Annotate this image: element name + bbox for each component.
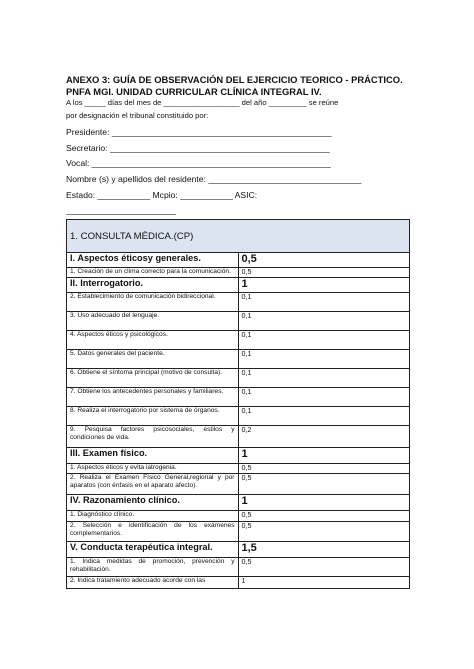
item-label: 1. Diagnóstico clínico. [67,511,239,522]
vocal-field: Vocal: __________________________________________________ [66,158,331,168]
item-score: 0,1 [238,331,410,350]
item-row [67,293,410,312]
section-label: I. Aspectos éticosy generales. [67,253,239,268]
item-row [67,312,410,331]
section-score: 1,5 [238,542,410,558]
item-label: 1. Aspectos éticos y evita iatrogenia. [67,464,239,474]
item-score: 0,1 [238,388,410,407]
item-score: 0,5 [238,474,410,495]
item-row [67,369,410,388]
item-score: 0,1 [238,407,410,426]
section-score: 0,5 [238,253,410,268]
secretario-field: Secretario: ______________________________________________ [66,143,330,153]
item-row [67,577,410,589]
item-row [67,522,410,542]
tribunal-intro-line: por designación el tribunal constituido por: [66,111,209,120]
section-row [67,542,410,558]
item-label: 6. Obtiene el síntoma principal (motivo de consulta). [67,369,239,388]
item-row [67,268,410,278]
residente-field: Nombre (s) y apellidos del residente: ________________________________ [66,174,362,184]
item-row [67,464,410,474]
item-label: 2. Indica tratamiento adecuado acorde con las [67,577,239,589]
item-label: 1. Indica medidas de promoción, prevención y rehabilitación. [67,558,239,577]
section-score: 1 [238,448,410,464]
section-label: IV. Razonamiento clínico. [67,495,239,511]
item-label: 2. Establecimiento de comunicación bidireccional. [67,293,239,312]
item-score: 0,1 [238,350,410,369]
item-label: 1. Creación de un clima correcto para la comunicación. [67,268,239,278]
item-score: 0,1 [238,312,410,331]
item-label: 2. Selección e identificación de los exámenes complementarios. [67,522,239,542]
item-score: 0,5 [238,511,410,522]
item-score: 0,5 [238,464,410,474]
item-row [67,350,410,369]
table-title: 1. CONSULTA MÉDICA.(CP) [67,220,410,253]
tribunal-date-line: A los _____ días del mes de __________________ del año _________ se reúne [66,98,339,107]
item-row [67,511,410,522]
item-label: 2. Realiza el Examen Físico General,regional y por aparatos (con énfasis en el aparato afecto). [67,474,239,495]
item-row [67,388,410,407]
item-score: 0,2 [238,426,410,448]
item-label: 3. Uso adecuado del lenguaje. [67,312,239,331]
document-title-line-2: PNFA MGI. UNIDAD CURRICULAR CLÍNICA INTEGRAL IV. [66,86,322,97]
presidente-field: Presidente: ______________________________________________ [66,127,332,137]
section-label: II. Interrogatorio. [67,278,239,293]
section-label: V. Conducta terapéutica integral. [67,542,239,558]
section-row [67,253,410,268]
item-row [67,474,410,495]
item-score: 0,1 [238,293,410,312]
item-label: 9. Pesquisa factores psicosociales, estilos y condiciones de vida. [67,426,239,448]
observation-guide-table [66,219,410,589]
item-label: 7. Obtiene los antecedentes personales y familiares. [67,388,239,407]
item-score: 0,1 [238,369,410,388]
estado-mcpio-asic-field: Estado: ___________ Mcpio: ___________ ASIC: [66,190,258,200]
item-label: 5. Datos generales del paciente. [67,350,239,369]
section-score: 1 [238,278,410,293]
section-row [67,448,410,464]
section-label: III. Examen físico. [67,448,239,464]
item-score: 1 [238,577,410,589]
item-score: 0,5 [238,268,410,278]
document-title-line-1: ANEXO 3: GUÍA DE OBSERVACIÓN DEL EJERCICIO TEORICO - PRÁCTICO. [66,74,403,85]
asic-field-continuation: _______________________ [66,205,176,215]
table-title-row [67,220,410,253]
item-row [67,407,410,426]
section-score: 1 [238,495,410,511]
item-row [67,331,410,350]
item-score: 0,5 [238,558,410,577]
item-label: 8. Realiza el interrogatorio por sistema de órganos. [67,407,239,426]
section-row [67,278,410,293]
section-row [67,495,410,511]
item-score: 0,5 [238,522,410,542]
item-row [67,426,410,448]
item-row [67,558,410,577]
item-label: 4. Aspectos éticos y psicológicos. [67,331,239,350]
